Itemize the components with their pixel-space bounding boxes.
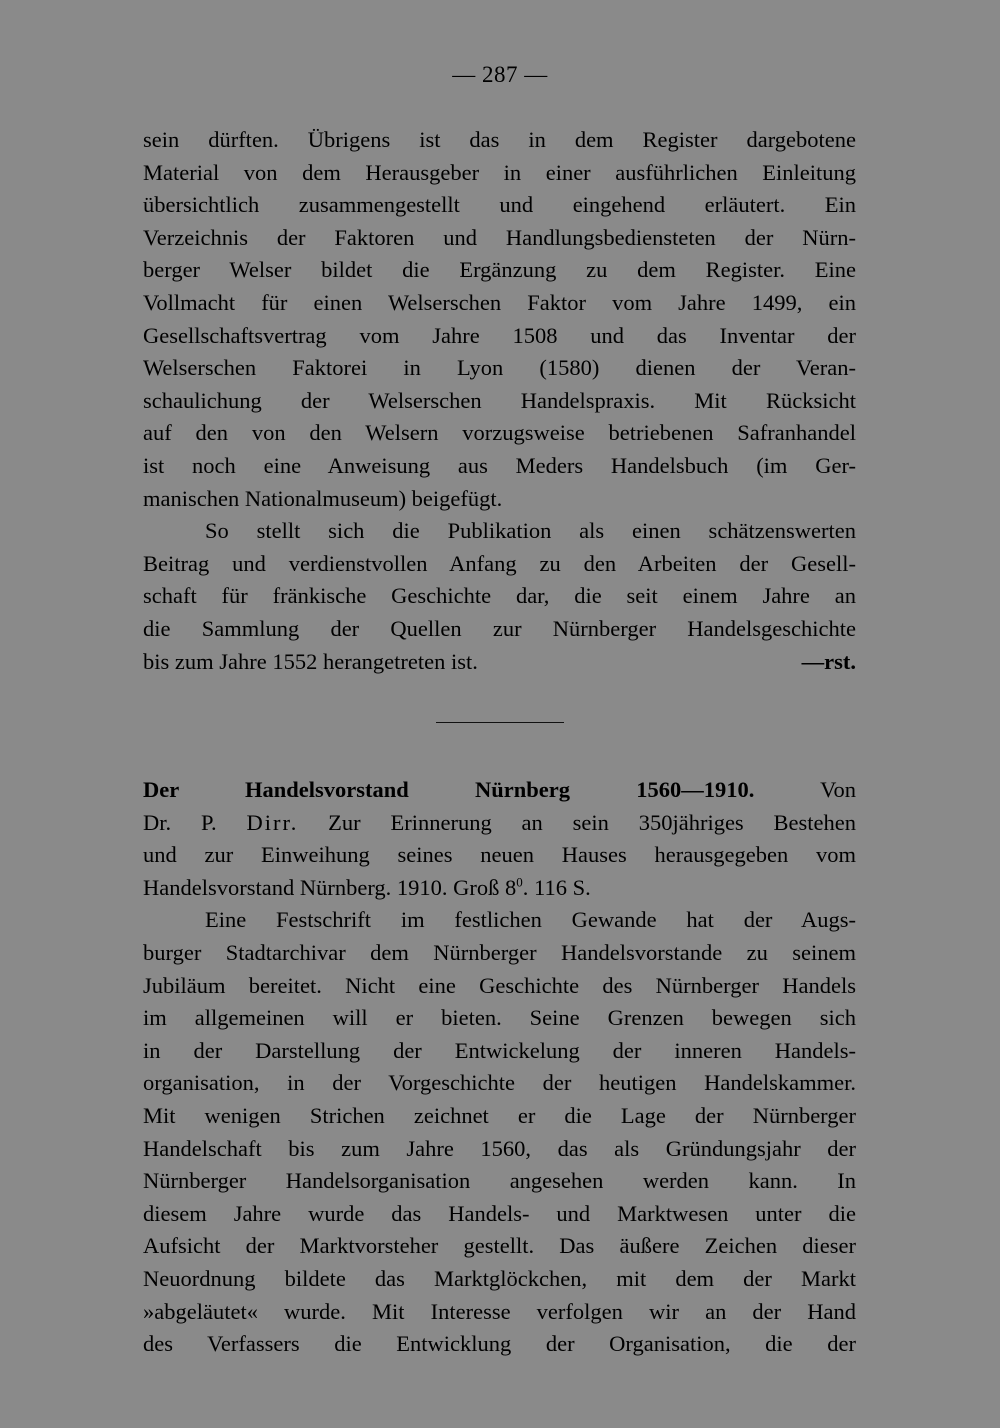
text-line: Gesellschaftsvertrag vom Jahre 1508 und das Inventar der — [143, 322, 856, 348]
text-line: Handelschaft bis zum Jahre 1560, das als Gründungsjahr der — [143, 1135, 856, 1161]
text-line: schaft für fränkische Geschichte dar, die seit einem Jahre an — [143, 583, 856, 609]
text-line: auf den von den Welsern vorzugsweise betriebenen Safranhandel — [143, 420, 856, 446]
text-line: des Verfassers die Entwicklung der Organisation, die der — [143, 1331, 856, 1357]
review-body — [143, 904, 856, 1360]
text-line: Nürnberger Handelsorganisation angesehen werden kann. In — [143, 1168, 856, 1194]
text-line: die Sammlung der Quellen zur Nürnberger Handelsgeschichte — [143, 615, 856, 641]
text-line: schaulichung der Welserschen Handelspraxis. Mit Rücksicht — [143, 387, 856, 413]
page-count: . 116 S. — [522, 874, 591, 900]
paragraph-1 — [143, 124, 856, 515]
review-entry — [143, 774, 856, 1361]
paragraph-2 — [143, 515, 856, 678]
review-continuation — [143, 124, 856, 678]
heading-text: Zur Erinnerung an sein 350jähriges Bestehen — [328, 809, 856, 835]
text-line: in der Darstellung der Entwickelung der inneren Handels- — [143, 1037, 856, 1063]
text-line: sein dürften. Übrigens ist das in dem Register dargebotene — [143, 127, 856, 152]
text-line: im allgemeinen will er bieten. Seine Grenzen bewegen sich — [143, 1005, 856, 1031]
text-line — [143, 646, 856, 679]
review-title: Der Handelsvorstand Nürnberg 1560—1910. — [143, 777, 755, 802]
text-line: burger Stadtarchivar dem Nürnberger Handelsvorstande zu seinem — [143, 939, 856, 965]
text-line: berger Welser bildet die Ergänzung zu dem Register. Eine — [143, 257, 856, 283]
text-line: Mit wenigen Strichen zeichnet er die Lage der Nürnberger — [143, 1102, 856, 1128]
text-line: manischen Nationalmuseum) beigefügt. — [143, 485, 503, 511]
text-line: So stellt sich die Publikation als einen schätzenswerten — [205, 518, 856, 544]
text-line: Verzeichnis der Faktoren und Handlungsbediensteten der Nürn- — [143, 224, 856, 250]
text-line: Material von dem Herausgeber in einer ausführlichen Einleitung — [143, 159, 856, 185]
text-line: »abgeläutet« wurde. Mit Interesse verfolgen wir an der Hand — [143, 1298, 856, 1324]
text-line: Eine Festschrift im festlichen Gewande hat der Augs- — [205, 907, 856, 933]
heading-line: und zur Einweihung seines neuen Hauses herausgegeben vom — [143, 842, 856, 868]
text-line: Welserschen Faktorei in Lyon (1580) dienen der Veran- — [143, 355, 856, 381]
author-prefix: Dr. P. — [143, 809, 217, 835]
heading-line — [143, 774, 856, 807]
format-superscript: 0 — [516, 874, 523, 890]
section-divider — [436, 722, 564, 723]
publication-info: Handelsvorstand Nürnberg. 1910. Groß 8 — [143, 874, 517, 900]
text-line: Beitrag und verdienstvollen Anfang zu den Arbeiten der Gesell- — [143, 550, 856, 576]
text-line: Neuordnung bildete das Marktglöckchen, mit dem der Markt — [143, 1265, 856, 1291]
text-line: übersichtlich zusammengestellt und eingehend erläutert. Ein — [143, 192, 856, 218]
von-label: Von — [820, 777, 856, 802]
reviewer-signature: —rst. — [801, 648, 856, 674]
author-name: Dirr. — [246, 809, 299, 835]
review-heading — [143, 774, 856, 904]
text-line: Jubiläum bereitet. Nicht eine Geschichte des Nürnberger Handels — [143, 972, 856, 998]
text-line: Aufsicht der Marktvorsteher gestellt. Das äußere Zeichen dieser — [143, 1233, 856, 1259]
text-line: diesem Jahre wurde das Handels- und Marktwesen unter die — [143, 1200, 856, 1226]
text-line: organisation, in der Vorgeschichte der heutigen Handelskammer. — [143, 1070, 856, 1096]
heading-line — [143, 807, 856, 840]
text-line-content: bis zum Jahre 1552 herangetreten ist. — [143, 648, 478, 674]
text-line: ist noch eine Anweisung aus Meders Handelsbuch (im Ger- — [143, 452, 856, 478]
page-number: — 287 — — [452, 62, 548, 87]
heading-line — [143, 872, 856, 905]
text-line: Vollmacht für einen Welserschen Faktor vom Jahre 1499, ein — [143, 289, 856, 315]
